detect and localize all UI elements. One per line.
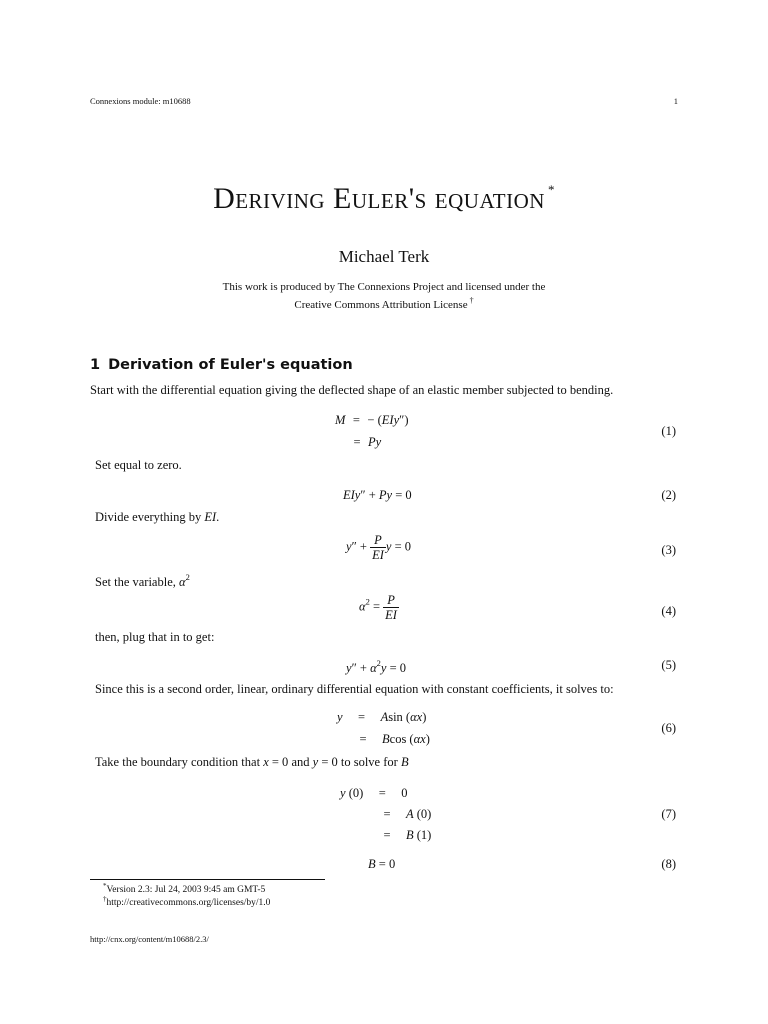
equation-7-line-2: = A (0) <box>383 807 432 821</box>
footnote-version-text: Version 2.3: Jul 24, 2003 9:45 am GMT-5 <box>106 885 266 895</box>
paragraph-solves-to: Since this is a second order, linear, ordinary differential equation with constant coefficients, it solves to: <box>95 682 614 696</box>
paragraph-set-zero: Set equal to zero. <box>95 458 182 472</box>
paragraph-divide-variable: EI <box>204 510 217 524</box>
paragraph-boundary-text-b: and <box>291 755 310 769</box>
footnote-version-mark: * <box>103 882 107 890</box>
section-heading <box>90 357 353 373</box>
equation-7-line-1: y (0) = 0 <box>340 786 408 800</box>
footnote-license-mark: † <box>103 895 107 903</box>
equation-6-line-1: y = Asin (αx) <box>337 710 427 724</box>
title-footnote-mark: * <box>547 182 555 197</box>
paragraph-set-variable-text: Set the variable, <box>95 575 176 589</box>
license-line-2 <box>0 296 768 311</box>
equation-6-number: (6) <box>661 721 676 735</box>
equation-8-number: (8) <box>661 857 676 871</box>
equation-3-number: (3) <box>661 543 676 557</box>
equation-6-line-2: = Bcos (αx) <box>359 732 430 746</box>
paragraph-plug-in: then, plug that in to get: <box>95 630 215 644</box>
page-number: 1 <box>673 96 678 106</box>
paragraph-divide-end: . <box>216 510 220 524</box>
paragraph-intro: Start with the differential equation giving the deflected shape of an elastic member subjected to bending. <box>90 383 614 397</box>
footer-url: http://cnx.org/content/m10688/2.3/ <box>90 934 209 944</box>
paragraph-divide-text: Divide everything by <box>95 510 202 524</box>
equation-2-number: (2) <box>661 488 676 502</box>
equation-2: EIy″ + Py = 0 <box>343 488 412 502</box>
footnote-license-text: http://creativecommons.org/licenses/by/1.0 <box>106 898 271 908</box>
footnote-rule <box>90 879 325 880</box>
equation-7-line-3: = B (1) <box>383 828 432 842</box>
paragraph-divide <box>95 510 219 525</box>
license-footnote-mark: † <box>469 296 474 305</box>
footnote-version <box>103 882 265 895</box>
equation-1-line-1: M = − (EIy″) <box>335 413 409 427</box>
section-number: 1 <box>90 357 101 373</box>
equation-7-number: (7) <box>661 807 676 821</box>
equation-3: y″ + $\frac{P}{EI}$ y = 0 <box>346 533 412 562</box>
section-title: Derivation of Euler's equation <box>108 357 353 373</box>
equation-5-number: (5) <box>661 658 676 672</box>
equation-1-line-2: = Py <box>353 435 382 449</box>
equation-4-number: (4) <box>661 604 676 618</box>
author-name: Michael Terk <box>338 247 430 266</box>
equation-8: B = 0 <box>368 857 396 871</box>
equation-4: $\alpha^2$ = $\frac{P}{EI}$ <box>359 593 397 622</box>
equation-5: $y'' + \alpha^2y = 0$ <box>346 658 407 675</box>
running-header-left: Connexions module: m10688 <box>90 96 191 106</box>
paragraph-boundary-text-a: Take the boundary condition that <box>95 755 261 769</box>
paragraph-set-variable: Set the variable, $\alpha^2$ <box>95 572 190 589</box>
paragraph-boundary-text-c: to solve for <box>340 755 398 769</box>
paragraph-boundary: Take the boundary condition that x = 0 and y = 0 to solve for B <box>95 755 409 769</box>
license-line-1: This work is produced by The Connexions Project and licensed under the <box>222 281 546 293</box>
license-text: Creative Commons Attribution License <box>294 299 468 311</box>
equation-1-number: (1) <box>661 424 676 438</box>
document-title <box>0 182 768 216</box>
title-text: Deriving Euler's equation <box>213 182 545 215</box>
footnote-license-url <box>103 895 270 908</box>
